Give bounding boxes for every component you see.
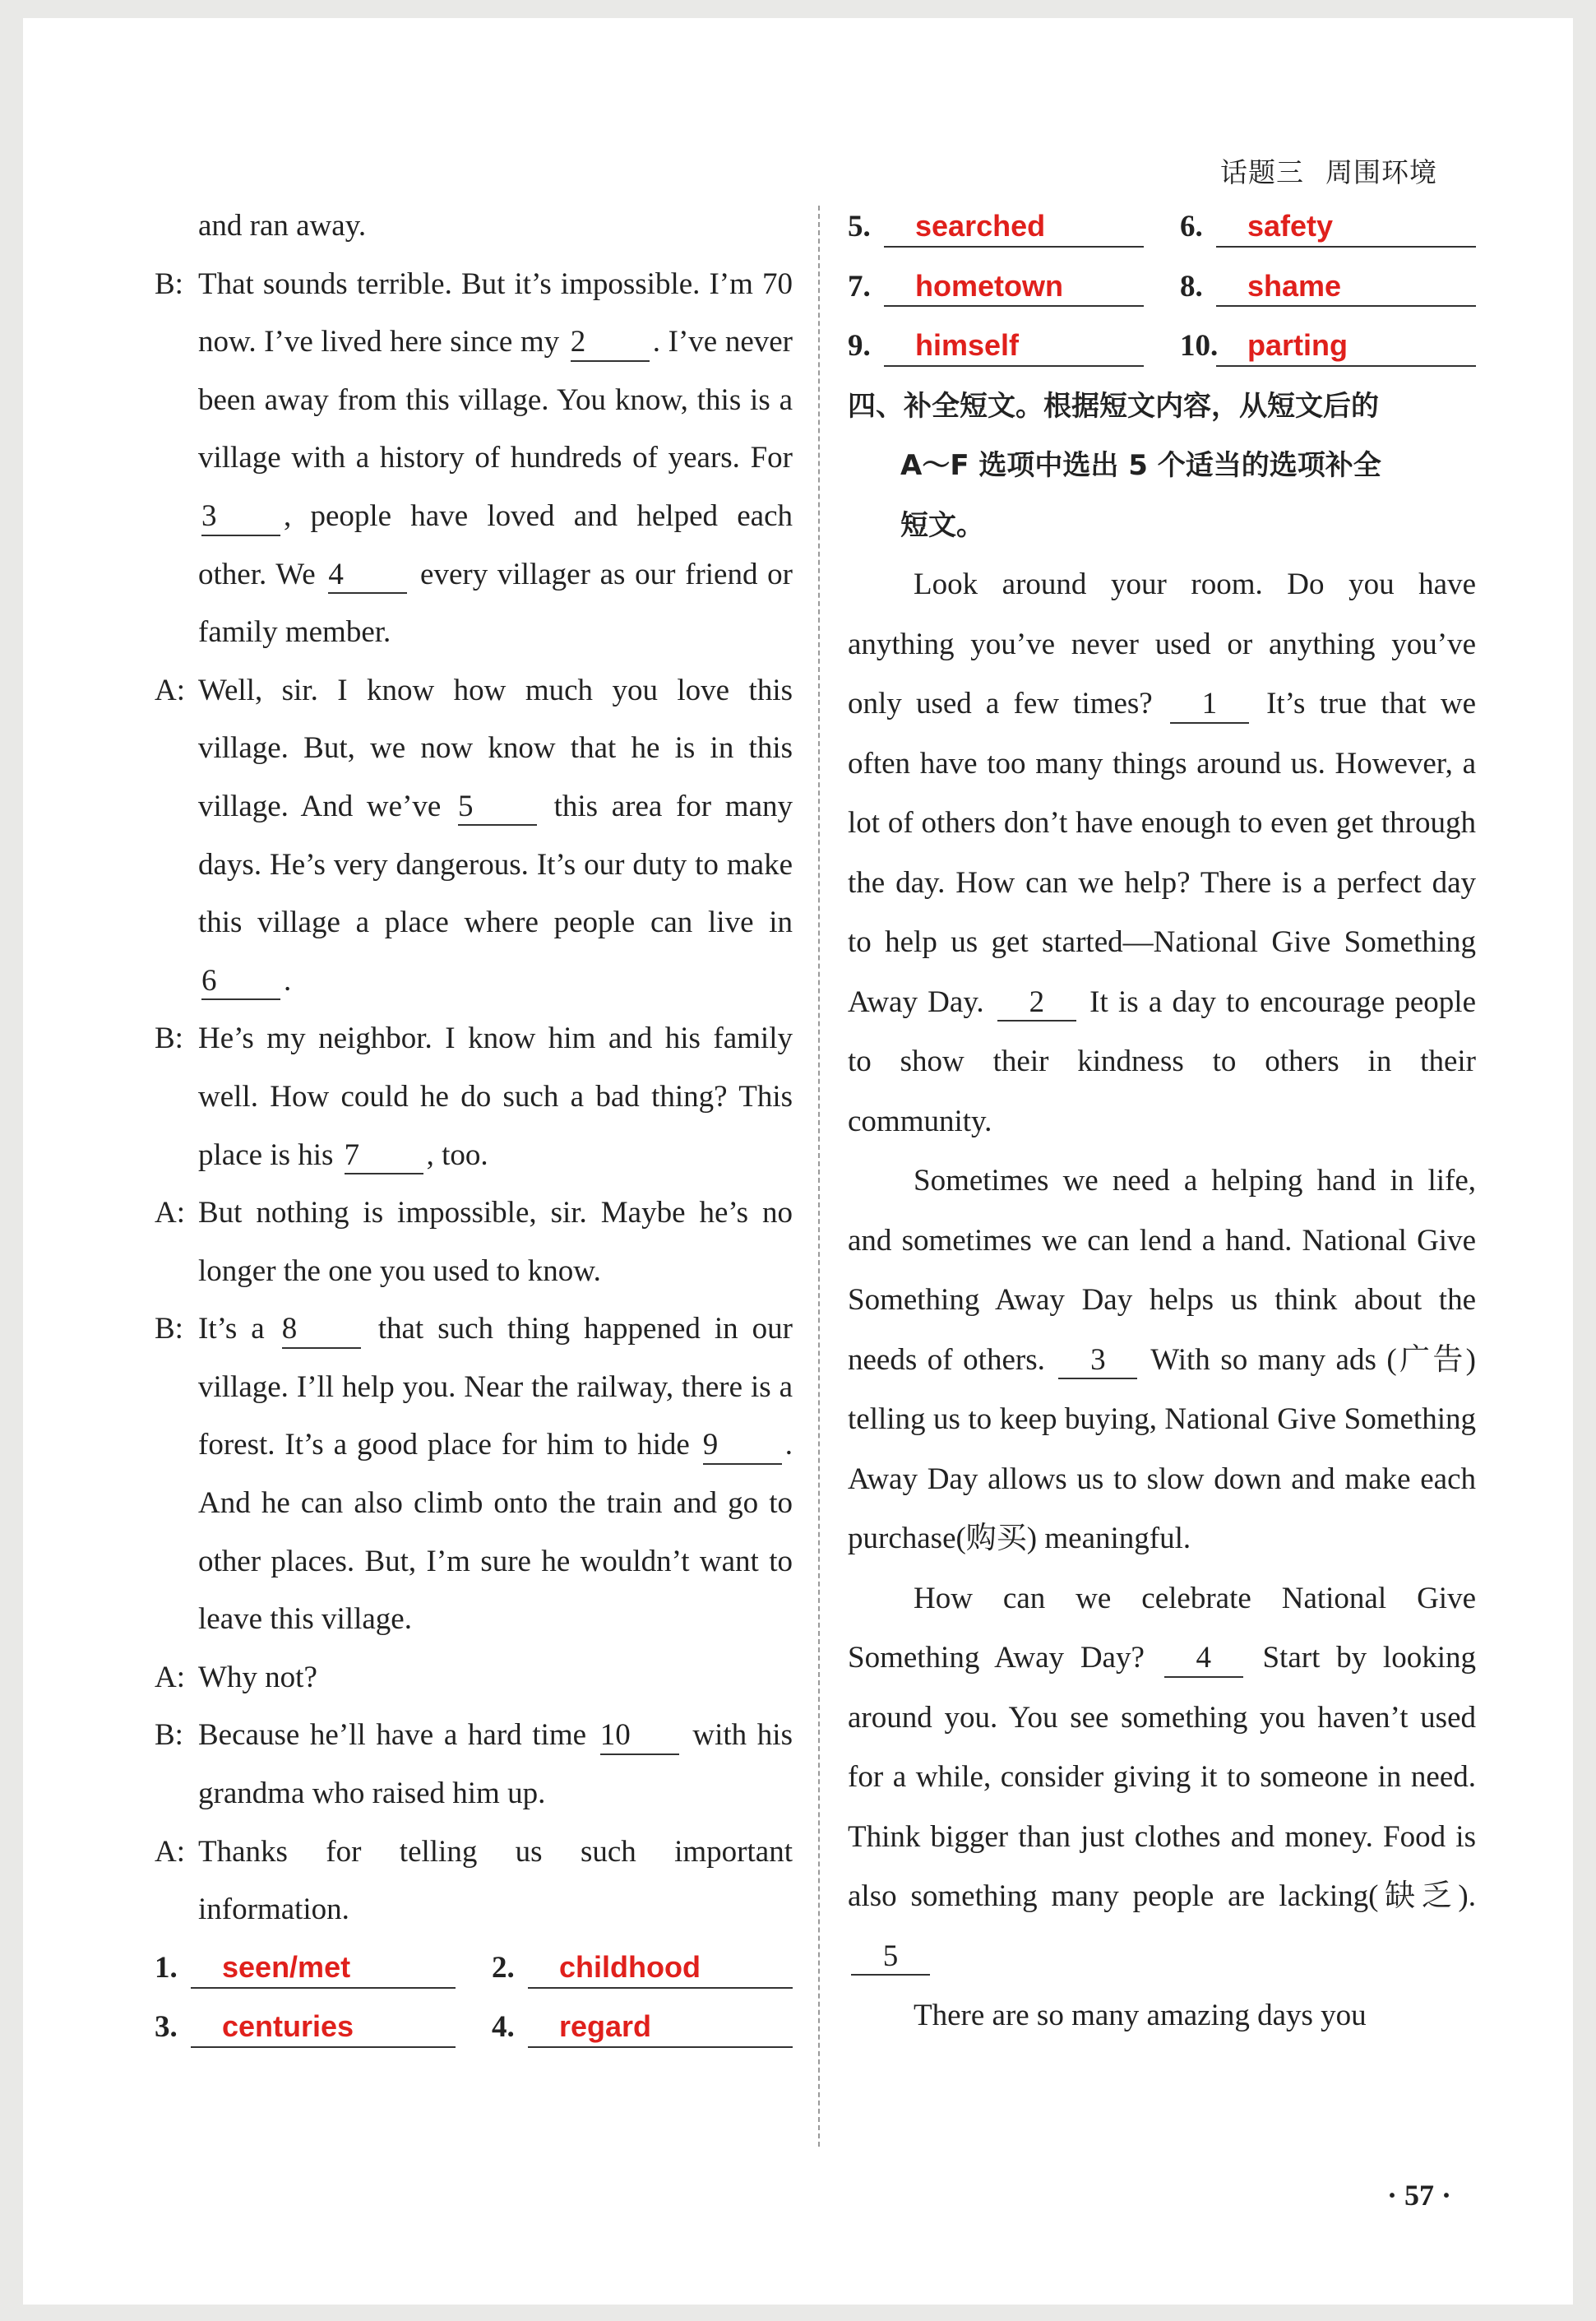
speaker-label: B: xyxy=(155,266,183,301)
page-header xyxy=(1220,151,1437,190)
page-number: · 57 · xyxy=(1386,2179,1451,2212)
answer-text: himself xyxy=(884,327,1144,367)
answer-number: 8. xyxy=(1180,269,1203,303)
header-topic: 话题三 xyxy=(1220,156,1304,188)
text-run: There are so many amazing days you xyxy=(914,1999,1367,2032)
answer-text: childhood xyxy=(528,1948,793,1989)
task-line-1: 四、补全短文。根据短文内容，从短文后的 xyxy=(848,389,1379,423)
answer-item xyxy=(848,257,1144,317)
speaker-label: A: xyxy=(155,673,185,707)
left-column xyxy=(155,197,793,2058)
answer-item xyxy=(155,1939,456,1999)
speaker-label: A: xyxy=(155,1834,185,1869)
text-run: It is a day to encourage people to show their kindness to others in their community. xyxy=(848,984,1476,1138)
text-run: this area for many days. He’s very dangerous. It’s our duty to make this village a place where people can live in xyxy=(198,789,793,940)
answer-number: 2. xyxy=(492,1950,515,1985)
text-run: With so many ads (广告) telling us to keep buying, National Give Something Away Day allows us to slow down and make each purchase(购买) meaningful. xyxy=(848,1342,1476,1555)
answer-text: searched xyxy=(884,207,1144,248)
text-run: He’s my neighbor. I know him and his family well. How could he do such a bad thing? This place is his xyxy=(198,1022,793,1172)
text-run: Why not? xyxy=(198,1660,317,1694)
answer-text: safety xyxy=(1216,207,1476,248)
answer-text: shame xyxy=(1216,267,1476,308)
blank-6: 6 xyxy=(201,964,280,1001)
dialogue-turn xyxy=(155,1010,793,1184)
blank-5: 5 xyxy=(851,1939,930,1976)
answer-key-right xyxy=(848,197,1476,377)
dialogue-turn xyxy=(155,1823,793,1939)
answer-text: hometown xyxy=(884,267,1144,308)
text-run: How can we celebrate National Give Something Away Day? xyxy=(848,1581,1476,1675)
text-run: It’s true that we often have too many things around us. However, a lot of others don’t have enough to even get through the day. How can we help? There is a perfect day to help us get started—National Give Something Away Day. xyxy=(848,687,1476,1019)
answer-text: centuries xyxy=(191,2008,456,2048)
answer-item xyxy=(492,1939,793,1999)
dialogue xyxy=(155,197,793,1939)
answer-number: 3. xyxy=(155,2009,178,2044)
passage-paragraph xyxy=(848,1569,1476,1987)
answer-item xyxy=(848,197,1144,257)
answer-number: 7. xyxy=(848,269,871,303)
text-run: That sounds terrible. But it’s impossible. I’m 70 now. I’ve lived here since my xyxy=(198,266,793,359)
speaker-label: B: xyxy=(155,1718,183,1753)
dialogue-turn xyxy=(155,1707,793,1823)
text-run: Because he’ll have a hard time xyxy=(198,1718,597,1753)
text-run: Sometimes we need a helping hand in life, and sometimes we can lend a hand. National Give Something Away Day helps us think about the needs of others. xyxy=(848,1164,1476,1377)
column-divider xyxy=(818,206,820,2147)
answer-number: 6. xyxy=(1180,210,1203,243)
text-run: , people have loved and helped each other. We xyxy=(198,498,793,591)
blank-4: 4 xyxy=(328,558,407,595)
task-title xyxy=(848,377,1476,556)
blank-2: 2 xyxy=(997,985,1076,1022)
answer-text: parting xyxy=(1216,327,1476,367)
text-run: . I’ve never been away from this village. You know, this is a village with a history of hundreds of years. For xyxy=(198,325,793,475)
task-line-2: A～F 选项中选出 5 个适当的选项补全 xyxy=(900,449,1381,482)
text-run: , too. xyxy=(426,1137,488,1172)
dialogue-turn xyxy=(155,1184,793,1300)
blank-4: 4 xyxy=(1164,1641,1243,1678)
text-run: Thanks for telling us such important information. xyxy=(198,1834,793,1927)
text-run: . And he can also climb onto the train and go to other places. But, I’m sure he wouldn’t want to leave this village. xyxy=(198,1428,793,1637)
page xyxy=(23,18,1573,2305)
speaker-label: B: xyxy=(155,1022,183,1056)
answer-key-left xyxy=(155,1939,793,2058)
header-title: 周围环境 xyxy=(1325,156,1437,188)
answer-number: 5. xyxy=(848,210,871,243)
blank-9: 9 xyxy=(703,1428,782,1465)
text-run: But nothing is impossible, sir. Maybe he’s no longer the one you used to know. xyxy=(198,1196,793,1288)
blank-3: 3 xyxy=(201,499,280,536)
answer-item xyxy=(1180,317,1476,377)
passage-paragraph xyxy=(848,1986,1476,2046)
task-line-3: 短文。 xyxy=(900,508,984,542)
answer-item xyxy=(848,317,1144,377)
text-run: Look around your room. Do you have anything you’ve never used or anything you’ve only used a few times? xyxy=(848,568,1476,720)
dialogue-turn xyxy=(155,1649,793,1707)
dialogue-turn xyxy=(155,662,793,1011)
answer-number: 4. xyxy=(492,2009,515,2044)
dialogue-turn xyxy=(155,1300,793,1649)
speaker-label: B: xyxy=(155,1312,183,1346)
right-column xyxy=(848,197,1476,2046)
answer-number: 9. xyxy=(848,329,871,363)
answer-item xyxy=(1180,197,1476,257)
text-run: . xyxy=(284,963,292,998)
blank-8: 8 xyxy=(282,1312,361,1349)
answer-text: regard xyxy=(528,2008,793,2048)
dialogue-turn xyxy=(155,197,793,256)
answer-item xyxy=(155,1999,456,2058)
text-run: with his grandma who raised him up. xyxy=(198,1718,793,1811)
text-run: every villager as our friend or family member. xyxy=(198,557,793,650)
text-run: It’s a xyxy=(198,1312,279,1346)
answer-text: seen/met xyxy=(191,1948,456,1989)
text-run: Well, sir. I know how much you love this village. But, we now know that he is in this village. And we’ve xyxy=(198,673,793,823)
text-run: that such thing happened in our village. I’ll help you. Near the railway, there is a forest. It’s a good place for him to hide xyxy=(198,1312,793,1462)
blank-2: 2 xyxy=(571,325,650,362)
answer-item xyxy=(1180,257,1476,317)
blank-10: 10 xyxy=(600,1718,679,1755)
dialogue-turn xyxy=(155,256,793,662)
passage-paragraph xyxy=(848,1151,1476,1569)
passage-paragraph xyxy=(848,555,1476,1151)
speaker-label: A: xyxy=(155,1196,185,1230)
answer-number: 10. xyxy=(1180,329,1219,363)
text-run: and ran away. xyxy=(198,209,367,243)
speaker-label: A: xyxy=(155,1660,185,1694)
blank-7: 7 xyxy=(345,1138,423,1175)
answer-number: 1. xyxy=(155,1950,178,1985)
blank-3: 3 xyxy=(1058,1343,1137,1380)
blank-5: 5 xyxy=(458,790,537,827)
answer-item xyxy=(492,1999,793,2058)
passage xyxy=(848,555,1476,2046)
text-run: Start by looking around you. You see something you haven’t used for a while, consider giving it to someone in need. Think bigger than just clothes and money. Food is also something many people are lacking(缺乏). xyxy=(848,1641,1476,1913)
blank-1: 1 xyxy=(1170,687,1249,724)
